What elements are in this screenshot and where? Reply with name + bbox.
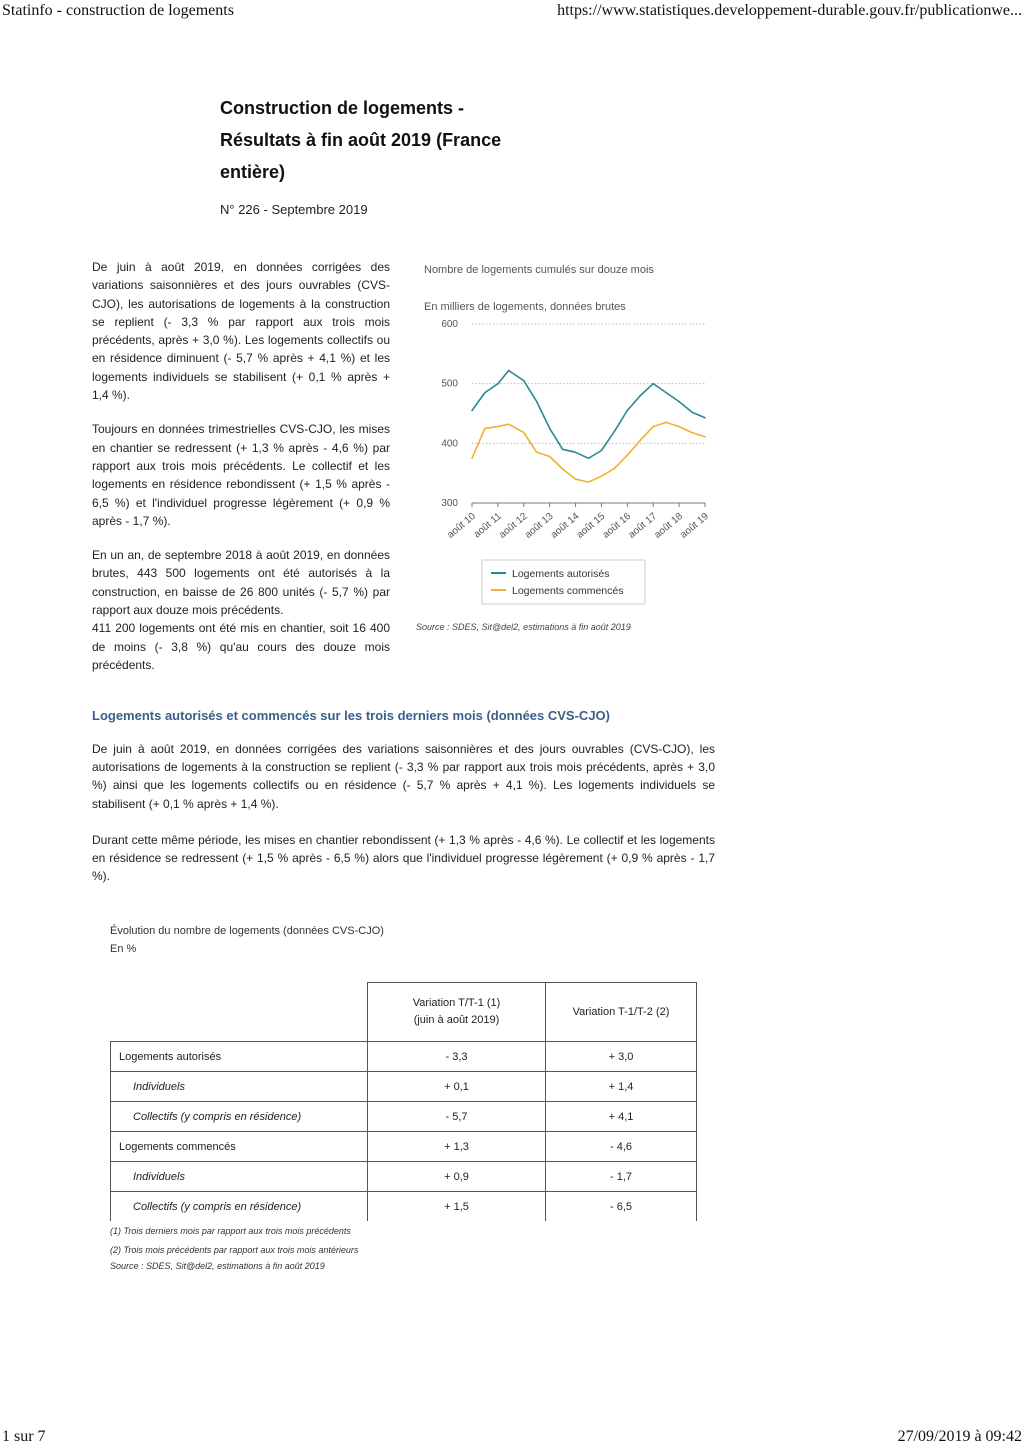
table-header-row [111,983,697,1042]
row-value-col2: - 4,6 [546,1132,697,1162]
row-value-col2: + 1,4 [546,1072,697,1102]
chart-point [588,457,590,459]
chart-point [523,432,525,434]
chart-series-line-1 [472,422,705,482]
chart-point [575,478,577,480]
table-caption [110,922,384,958]
table-row [111,1072,697,1102]
chart-point [497,426,499,428]
chart-y-tick-label: 500 [441,378,458,390]
chart-point [678,401,680,403]
chart-point [601,450,603,452]
chart-point [678,426,680,428]
chart-point [471,457,473,459]
chart-point [562,449,564,451]
chart-legend-label: Logements commencés [512,585,624,597]
chart-point [665,392,667,394]
chart-x-tick-label: août 18 [652,510,686,541]
section-body [92,740,715,903]
chart-legend [482,560,645,604]
row-value-col2: + 4,1 [546,1102,697,1132]
row-label: Individuels [111,1072,368,1102]
body-paragraph: De juin à août 2019, en données corrigées des variations saisonnières et des jours ouvrables (CVS-CJO), les autorisations de logements à la construction se replient (- 3,3 % par rapport aux trois mois précédents, après + 3,0 %) ainsi que les logements collectifs ou en résidence (- 5,7 % après + 4,1 %). Les logements individuels se stabilisent (+ 0,1 % après + 1,4 %). [92,742,715,811]
table-row [111,1162,697,1192]
table-header-blank [111,983,368,1042]
chart-x-tick-label: août 10 [445,510,478,541]
table-row [111,1042,697,1072]
chart-point [691,412,693,414]
table-note: (2) Trois mois précédents par rapport aux trois mois antérieurs [110,1245,359,1255]
chart-point [508,370,510,372]
article-title: Construction de logements - Résultats à fin août 2019 (France entière) [220,98,502,182]
table-row [111,1132,697,1162]
chart-point [665,422,667,424]
table-notes [110,1222,358,1272]
chart-source: Source : SDES, Sit@del2, estimations à fin août 2019 [416,622,631,632]
housing-chart [410,260,720,640]
chart-title: Nombre de logements cumulés sur douze mois [424,264,654,276]
row-value-col2: - 6,5 [546,1192,697,1222]
row-value-col1: + 0,9 [368,1162,546,1192]
chart-x-tick-label: août 11 [471,510,504,541]
chart-point [536,451,538,453]
chart-y-tick-label: 400 [441,438,458,450]
section-heading: Logements autorisés et commencés sur les trois derniers mois (données CVS-CJO) [92,708,610,723]
evolution-table [110,982,697,1221]
intro-text [92,258,390,674]
print-header [0,2,1024,22]
row-value-col1: + 1,3 [368,1132,546,1162]
row-label: Logements autorisés [111,1042,368,1072]
chart-point [691,432,693,434]
intro-paragraph: En un an, de septembre 2018 à août 2019, en données brutes, 443 500 logements ont été autorisés à la construction, en baisse de 26 800 unités (- 5,7 %) par rapport aux douze mois précédents. [92,548,390,618]
table-row [111,1192,697,1222]
row-value-col2: + 3,0 [546,1042,697,1072]
chart-point [549,428,551,430]
chart-point [639,440,641,442]
row-label: Collectifs (y compris en résidence) [111,1192,368,1222]
chart-y-tick-label: 300 [441,498,458,509]
issue-number: N° 226 - Septembre 2019 [220,202,368,217]
intro-paragraph: 411 200 logements ont été mis en chantier, soit 16 400 de moins (- 3,8 %) qu'au cours des douze mois précédents. [92,621,390,672]
body-paragraph: Durant cette même période, les mises en chantier rebondissent (+ 1,3 % après - 4,6 %). Le collectif et les logements en résidence se redressent (+ 1,5 % après - 6,5 %) alors que l'individuel progresse légèrement (+ 0,9 % après - 1,7 %). [92,832,715,884]
chart-point [471,410,473,412]
chart-point [627,454,629,456]
row-value-col2: - 1,7 [546,1162,697,1192]
table-row [111,1102,697,1132]
chart-point [523,380,525,382]
table-body [111,1042,697,1222]
print-datetime: 27/09/2019 à 09:42 [897,1428,1022,1445]
table-header-col1 [368,983,546,1042]
chart-x-tick-label: août 16 [600,510,634,541]
chart-point [704,417,706,419]
chart-point [639,395,641,397]
col1-header: Variation T/T-1 (1) [412,997,501,1009]
chart-point [484,428,486,430]
print-footer [0,1428,1024,1448]
chart-point [536,401,538,403]
chart-subtitle: En milliers de logements, données brutes [424,301,626,313]
chart-point [614,431,616,433]
row-label: Logements commencés [111,1132,368,1162]
table-header-col2: Variation T-1/T-2 (2) [546,983,697,1042]
chart-x-tick-label: août 12 [497,510,530,541]
chart-point [588,481,590,483]
chart-point [508,423,510,425]
chart-point [549,456,551,458]
table-unit: En % [110,943,137,955]
chart-x-tick-label: août 19 [678,510,711,541]
chart-point [601,475,603,477]
table-note: (1) Trois derniers mois par rapport aux trois mois précédents [110,1226,351,1236]
chart-point [627,410,629,412]
row-label: Individuels [111,1162,368,1192]
chart-x-tick-label: août 13 [522,510,556,541]
row-value-col1: - 3,3 [368,1042,546,1072]
print-url: https://www.statistiques.developpement-durable.gouv.fr/publicationwe... [557,2,1022,19]
chart-point [562,468,564,470]
chart-canvas [410,260,720,640]
chart-point [575,451,577,453]
row-value-col1: + 1,5 [368,1192,546,1222]
chart-x-tick-label: août 15 [574,510,608,541]
row-label: Collectifs (y compris en résidence) [111,1102,368,1132]
row-value-col1: + 0,1 [368,1072,546,1102]
print-page-title: Statinfo - construction de logements [2,2,234,19]
chart-point [652,383,654,385]
chart-legend-label: Logements autorisés [512,568,610,580]
intro-paragraph: Toujours en données trimestrielles CVS-CJO, les mises en chantier se redressent (+ 1,3 % après - 4,6 %) par rapport aux trois mois précédents. Le collectif et les logements en résidence rebondissent (+ 1,5 % après - 6,5 %) et l'individuel progresse légèrement (+ 0,9 % après - 1,7 %). [92,422,390,528]
chart-point [497,383,499,385]
col1-subheader: (juin à août 2019) [413,1014,500,1026]
table-source: Source : SDES, Sit@del2, estimations à fin août 2019 [110,1261,325,1271]
print-page-number: 1 sur 7 [2,1428,46,1445]
row-value-col1: - 5,7 [368,1102,546,1132]
chart-point [614,468,616,470]
intro-paragraph: De juin à août 2019, en données corrigées des variations saisonnières et des jours ouvrables (CVS-CJO), les autorisations de logements à la construction se replient (- 3,3 % par rapport aux trois mois précédents, après + 3,0 %). Les logements collectifs ou en résidence diminuent (- 5,7 % après + 4,1 %) et les logements individuels se stabilisent (+ 0,1 % après + 1,4 %). [92,260,390,403]
table-title: Évolution du nombre de logements (données CVS-CJO) [110,925,384,937]
chart-x-tick-label: août 14 [548,510,582,541]
chart-point [652,426,654,428]
chart-x-tick-label: août 17 [626,510,660,541]
chart-point [704,436,706,438]
chart-y-tick-label: 600 [441,319,458,330]
chart-point [484,392,486,394]
